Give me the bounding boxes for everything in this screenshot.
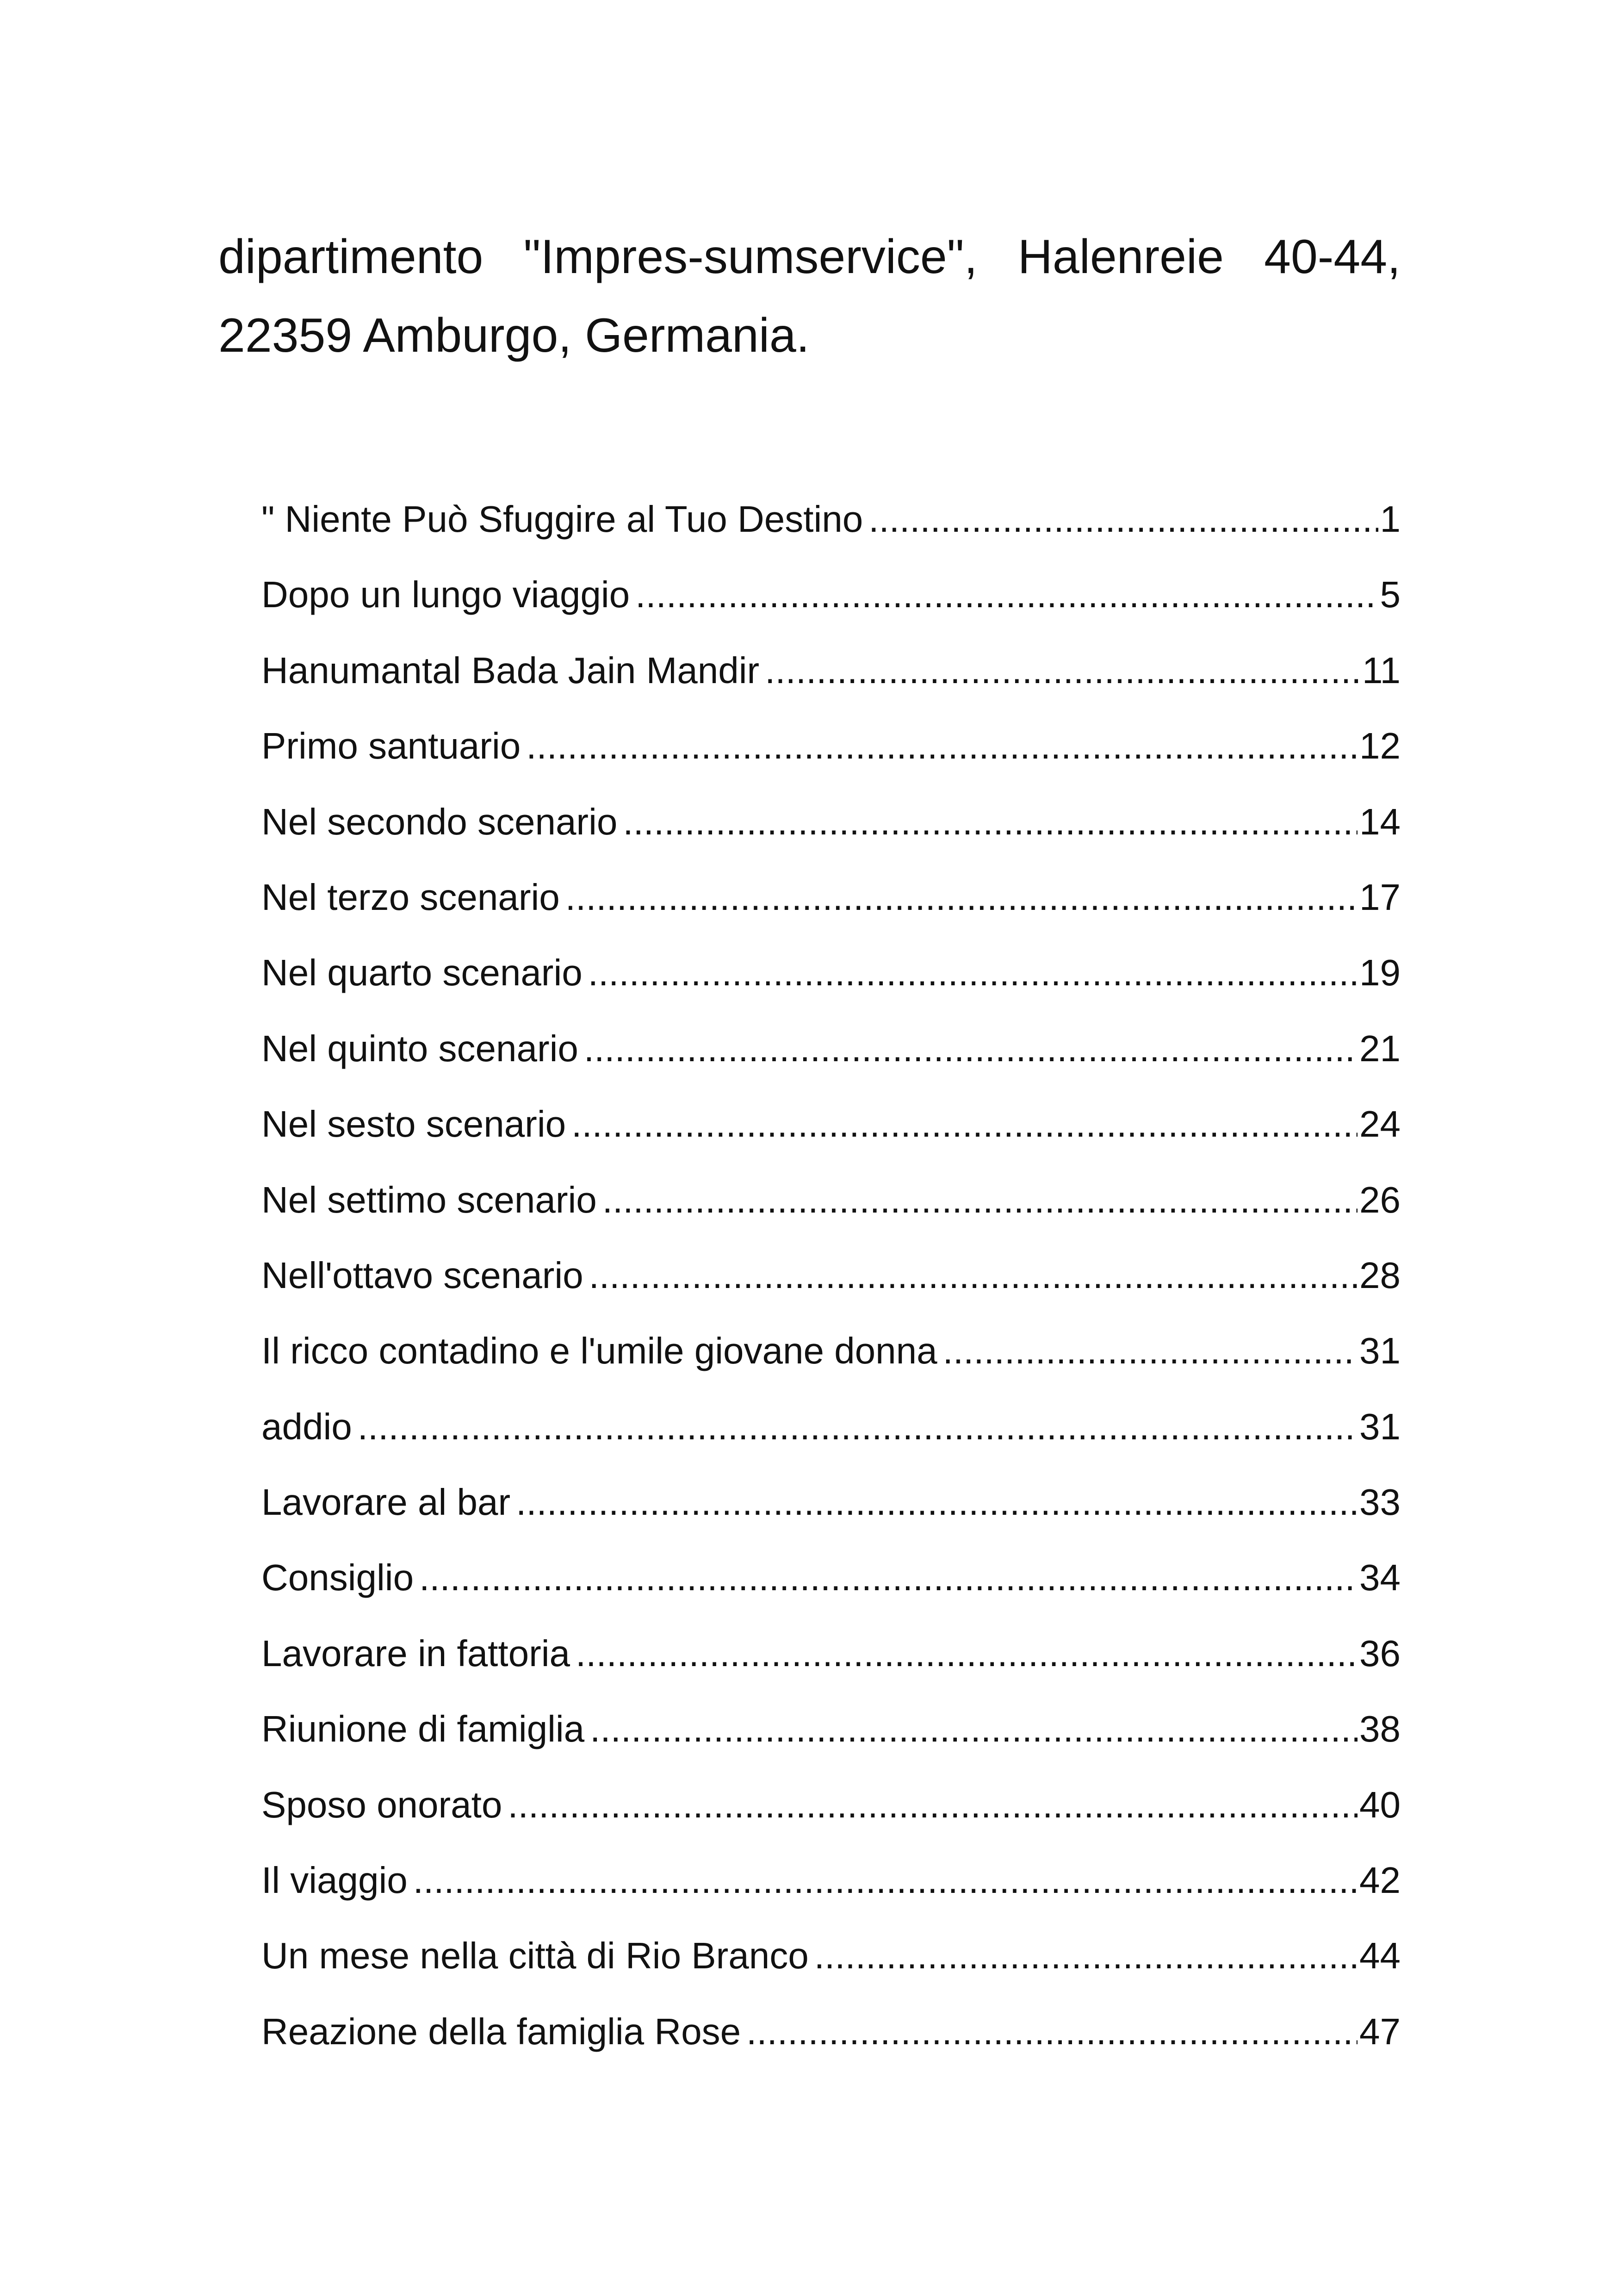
toc-entry-title: " Niente Può Sfuggire al Tuo Destino bbox=[261, 498, 863, 540]
toc-dot-leader bbox=[413, 1842, 1358, 1918]
toc-entry-title: Un mese nella città di Rio Branco bbox=[261, 1935, 809, 1977]
toc-entry-title: Dopo un lungo viaggio bbox=[261, 574, 630, 616]
toc-entry[interactable] bbox=[261, 1086, 1401, 1162]
toc-entry-page: 44 bbox=[1359, 1935, 1401, 1977]
toc-dot-leader bbox=[943, 1313, 1358, 1388]
toc-entry-page: 38 bbox=[1359, 1708, 1401, 1750]
toc-entry[interactable] bbox=[261, 708, 1401, 784]
toc-entry-page: 1 bbox=[1380, 498, 1401, 540]
toc-entry[interactable] bbox=[261, 1464, 1401, 1540]
toc-entry[interactable] bbox=[261, 481, 1401, 557]
toc-entry[interactable] bbox=[261, 1994, 1401, 2069]
toc-entry-page: 36 bbox=[1359, 1632, 1401, 1674]
toc-entry[interactable] bbox=[261, 935, 1401, 1010]
toc-entry-page: 21 bbox=[1359, 1027, 1401, 1069]
toc-dot-leader bbox=[565, 859, 1358, 935]
toc-dot-leader bbox=[623, 784, 1358, 859]
toc-entry-page: 34 bbox=[1359, 1557, 1401, 1599]
toc-dot-leader bbox=[571, 1086, 1358, 1162]
toc-entry[interactable] bbox=[261, 1767, 1401, 1842]
intro-paragraph: dipartimento "Impres-sumservice", Halenreie 40-44, 22359 Amburgo, Germania. bbox=[218, 230, 1401, 362]
toc-entry-title: Nel quarto scenario bbox=[261, 952, 583, 994]
toc-entry-title: Nell'ottavo scenario bbox=[261, 1254, 583, 1296]
toc-entry-title: Nel quinto scenario bbox=[261, 1027, 578, 1069]
toc-entry-page: 47 bbox=[1359, 2010, 1401, 2052]
toc-dot-leader bbox=[589, 1238, 1358, 1313]
toc-entry-page: 12 bbox=[1359, 725, 1401, 767]
toc-entry-page: 5 bbox=[1380, 574, 1401, 616]
toc-entry-title: Reazione della famiglia Rose bbox=[261, 2010, 741, 2052]
toc-dot-leader bbox=[516, 1464, 1358, 1540]
toc-entry[interactable] bbox=[261, 1540, 1401, 1615]
toc-dot-leader bbox=[419, 1540, 1358, 1615]
toc-dot-leader bbox=[602, 1162, 1358, 1238]
toc-entry[interactable] bbox=[261, 784, 1401, 859]
toc-dot-leader bbox=[635, 557, 1378, 632]
toc-entry[interactable] bbox=[261, 859, 1401, 935]
toc-entry-title: Sposo onorato bbox=[261, 1784, 502, 1825]
toc-entry-page: 31 bbox=[1359, 1330, 1401, 1372]
toc-entry[interactable] bbox=[261, 557, 1401, 632]
toc-entry-title: Nel sesto scenario bbox=[261, 1103, 566, 1145]
toc-entry-page: 19 bbox=[1359, 952, 1401, 994]
toc-entry-title: Hanumantal Bada Jain Mandir bbox=[261, 649, 760, 691]
toc-entry[interactable] bbox=[261, 1238, 1401, 1313]
toc-dot-leader bbox=[590, 1691, 1358, 1767]
toc-entry-page: 40 bbox=[1359, 1784, 1401, 1825]
toc-entry-page: 11 bbox=[1362, 649, 1401, 691]
toc-entry-title: Consiglio bbox=[261, 1557, 414, 1599]
toc-entry[interactable] bbox=[261, 1616, 1401, 1691]
toc-entry-title: Nel settimo scenario bbox=[261, 1179, 597, 1220]
toc-entry[interactable] bbox=[261, 1842, 1401, 1918]
toc-entry-title: Primo santuario bbox=[261, 725, 521, 767]
toc-entry[interactable] bbox=[261, 1691, 1401, 1767]
toc-entry-title: Il viaggio bbox=[261, 1860, 408, 1901]
toc-entry-title: Lavorare al bar bbox=[261, 1481, 511, 1523]
toc-dot-leader bbox=[526, 708, 1358, 784]
toc-entry[interactable] bbox=[261, 1389, 1401, 1464]
toc-dot-leader bbox=[746, 1994, 1358, 2069]
toc-entry-title: Riunione di famiglia bbox=[261, 1708, 585, 1750]
toc-entry-page: 42 bbox=[1359, 1860, 1401, 1901]
toc-entry-page: 26 bbox=[1359, 1179, 1401, 1220]
toc-dot-leader bbox=[588, 935, 1358, 1010]
toc-entry[interactable] bbox=[261, 1313, 1401, 1388]
toc-entry-title: Nel secondo scenario bbox=[261, 801, 618, 842]
toc-dot-leader bbox=[868, 481, 1378, 557]
toc-dot-leader bbox=[765, 633, 1360, 708]
toc-entry[interactable] bbox=[261, 1011, 1401, 1086]
toc-entry[interactable] bbox=[261, 633, 1401, 708]
toc-entry-page: 24 bbox=[1359, 1103, 1401, 1145]
toc-entry-title: Nel terzo scenario bbox=[261, 876, 560, 918]
toc-entry-page: 17 bbox=[1359, 876, 1401, 918]
toc-entry-title: Lavorare in fattoria bbox=[261, 1632, 570, 1674]
toc-dot-leader bbox=[358, 1389, 1358, 1464]
toc-dot-leader bbox=[814, 1918, 1358, 1993]
table-of-contents bbox=[261, 481, 1401, 2069]
toc-entry-page: 28 bbox=[1359, 1254, 1401, 1296]
toc-dot-leader bbox=[584, 1011, 1358, 1086]
toc-dot-leader bbox=[508, 1767, 1358, 1842]
toc-entry-title: addio bbox=[261, 1406, 352, 1447]
toc-entry[interactable] bbox=[261, 1918, 1401, 1993]
toc-entry-page: 14 bbox=[1359, 801, 1401, 842]
toc-entry[interactable] bbox=[261, 1162, 1401, 1238]
toc-entry-title: Il ricco contadino e l'umile giovane donna bbox=[261, 1330, 937, 1372]
toc-entry-page: 31 bbox=[1359, 1406, 1401, 1447]
toc-entry-page: 33 bbox=[1359, 1481, 1401, 1523]
toc-dot-leader bbox=[576, 1616, 1358, 1691]
